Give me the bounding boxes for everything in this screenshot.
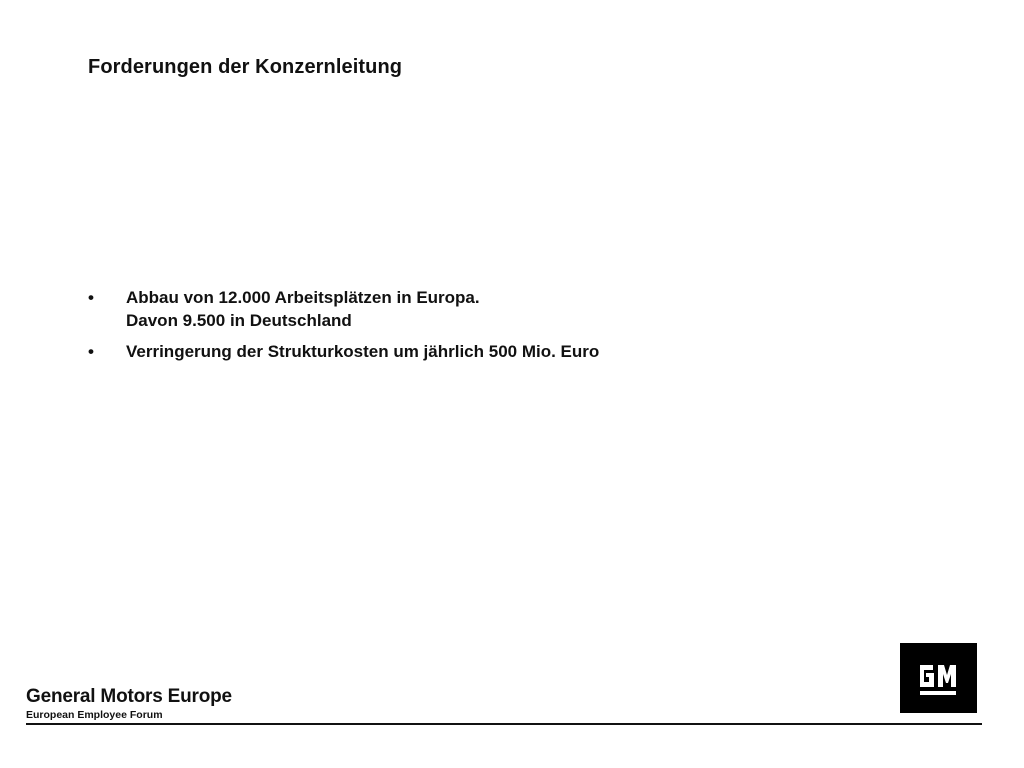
bullet-text: Verringerung der Strukturkosten um jährlich 500 Mio. Euro — [126, 342, 600, 361]
bullet-marker: • — [88, 342, 94, 361]
bullet-item — [88, 340, 888, 363]
bullet-list — [88, 286, 888, 371]
brand-subtitle: European Employee Forum — [26, 709, 163, 721]
bullet-marker: • — [88, 288, 94, 307]
footer-divider — [26, 723, 982, 725]
gm-logo-letter-g — [920, 665, 934, 687]
bullet-text: Abbau von 12.000 Arbeitsplätzen in Europa. — [126, 288, 480, 307]
footer-brand — [26, 686, 232, 721]
gm-logo-letter-m — [938, 665, 956, 687]
bullet-text: Davon 9.500 in Deutschland — [126, 311, 352, 330]
slide-title: Forderungen der Konzernleitung — [88, 56, 403, 78]
gm-logo-graphic — [900, 643, 977, 713]
gm-logo-icon — [900, 643, 977, 713]
bullet-item — [88, 286, 888, 332]
brand-name: General Motors Europe — [26, 686, 232, 707]
gm-logo-underline — [920, 691, 956, 695]
